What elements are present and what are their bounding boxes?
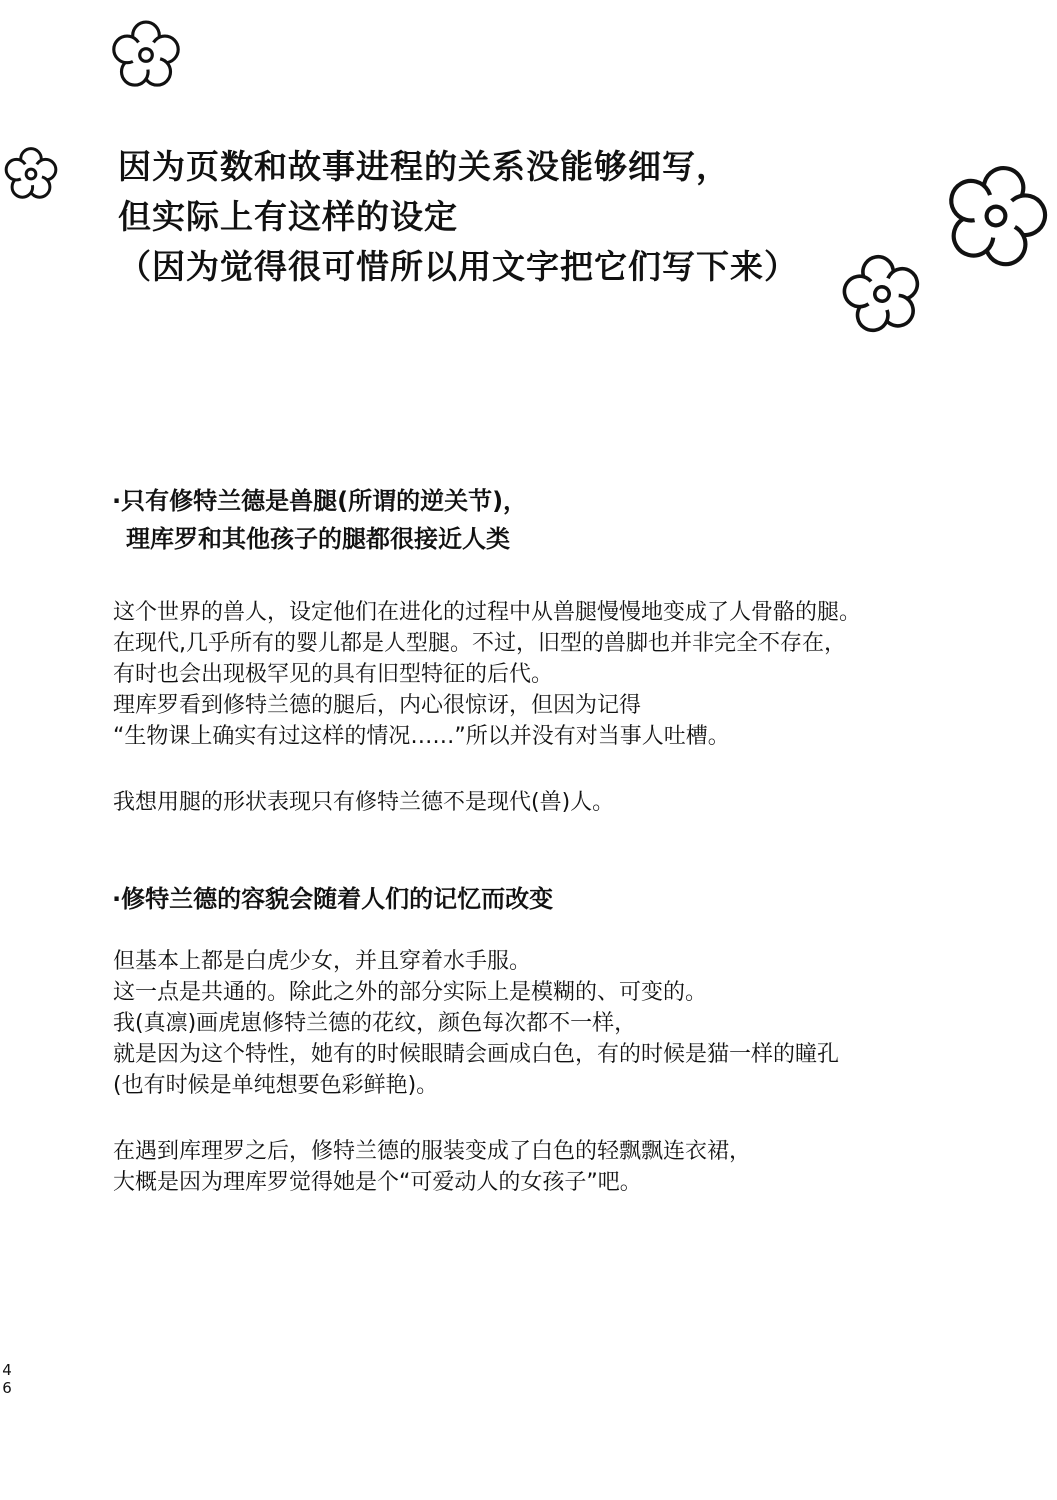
text-line: 有时也会出现极罕见的具有旧型特征的后代。 bbox=[113, 662, 554, 687]
flower-icon bbox=[108, 20, 184, 90]
section2-paragraph-2 bbox=[113, 1136, 751, 1198]
text-line: “生物课上确实有过这样的情况……”所以并没有对当事人吐槽。 bbox=[113, 724, 730, 749]
text-line: 我想用腿的形状表现只有修特兰德不是现代(兽)人。 bbox=[113, 790, 615, 815]
heading-line: ·只有修特兰德是兽腿(所谓的逆关节)， bbox=[112, 487, 528, 515]
text-line: 但基本上都是白虎少女，并且穿着水手服。 bbox=[113, 949, 532, 974]
text-line: 理库罗看到修特兰德的腿后，内心很惊讶，但因为记得 bbox=[113, 693, 642, 718]
page-number-digit: 6 bbox=[2, 1379, 12, 1397]
heading-line: ·修特兰德的容貌会随着人们的记忆而改变 bbox=[112, 885, 554, 913]
text-line: 就是因为这个特性，她有的时候眼睛会画成白色，有的时候是猫一样的瞳孔 bbox=[113, 1042, 840, 1067]
title-line: （因为觉得很可惜所以用文字把它们写下来） bbox=[118, 247, 798, 286]
page-number bbox=[1, 1361, 13, 1397]
flower-icon bbox=[4, 146, 58, 202]
text-line: 这个世界的兽人，设定他们在进化的过程中从兽腿慢慢地变成了人骨骼的腿。 bbox=[113, 600, 862, 625]
heading-line: 理库罗和其他孩子的腿都很接近人类 bbox=[126, 525, 510, 553]
text-line: 这一点是共通的。除此之外的部分实际上是模糊的、可变的。 bbox=[113, 980, 708, 1005]
flower-icon bbox=[842, 254, 922, 334]
section2-heading bbox=[112, 880, 553, 918]
section2-paragraph-1 bbox=[113, 946, 839, 1101]
text-line: 大概是因为理库罗觉得她是个“可爱动人的女孩子”吧。 bbox=[113, 1170, 642, 1195]
title-line: 因为页数和故事进程的关系没能够细写， bbox=[118, 147, 730, 186]
section1-paragraph-2 bbox=[113, 787, 614, 818]
text-line: (也有时候是单纯想要色彩鲜艳)。 bbox=[113, 1073, 439, 1098]
page-title bbox=[118, 142, 798, 292]
text-line: 在现代,几乎所有的婴儿都是人型腿。不过，旧型的兽脚也并非完全不存在， bbox=[113, 631, 846, 656]
section1-paragraph-1 bbox=[113, 597, 861, 752]
title-line: 但实际上有这样的设定 bbox=[118, 197, 458, 236]
text-line: 我(真凛)画虎崽修特兰德的花纹，颜色每次都不一样， bbox=[113, 1011, 637, 1036]
page-number-digit: 4 bbox=[2, 1361, 12, 1379]
text-line: 在遇到库理罗之后，修特兰德的服装变成了白色的轻飘飘连衣裙， bbox=[113, 1139, 752, 1164]
section1-heading bbox=[112, 482, 527, 558]
flower-icon bbox=[940, 164, 1052, 268]
